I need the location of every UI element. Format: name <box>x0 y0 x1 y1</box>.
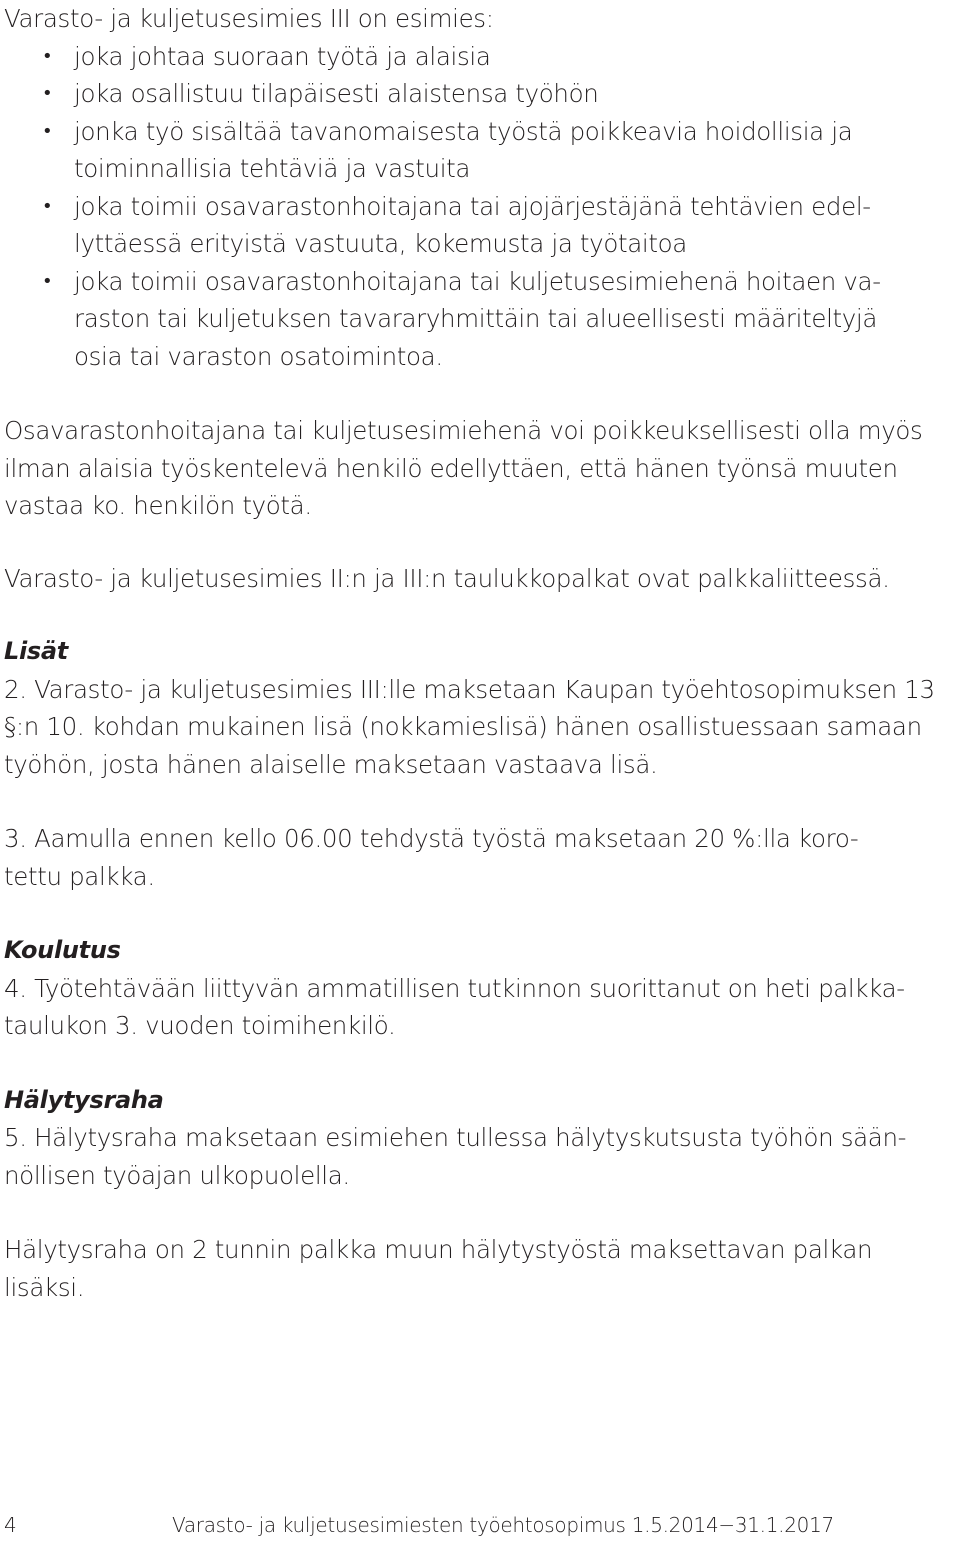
paragraph-line: taulukon 3. vuoden toimihenkilö. <box>4 1011 396 1040</box>
bullet-icon: • <box>42 120 53 142</box>
paragraph-line: Varasto- ja kuljetusesimies II:n ja III:n taulukkopalkat ovat palkkaliitteessä. <box>4 563 890 593</box>
bullet-line: joka toimii osavarastonhoitajana tai kuljetusesimiehenä hoitaen va- <box>74 266 881 296</box>
paragraph-taulukkopalkat <box>4 560 956 598</box>
paragraph-line: Osavarastonhoitajana tai kuljetusesimiehenä voi poikkeuksellisesti olla myös <box>4 416 923 445</box>
paragraph-line: työhön, josta hänen alaiselle maksetaan vastaava lisä. <box>4 749 658 779</box>
bullet-line: joka johtaa suoraan työtä ja alaisia <box>74 41 491 71</box>
paragraph-line: ilman alaisia työskentelevä henkilö edellyttäen, että hänen työnsä muuten <box>4 453 898 483</box>
bullet-icon: • <box>42 83 53 104</box>
paragraph-line: tettu palkka. <box>4 861 155 891</box>
section-halytysraha <box>4 1082 956 1307</box>
section-heading: Lisät <box>4 637 68 665</box>
bullet-line: toiminnallisia tehtäviä ja vastuita <box>74 154 471 183</box>
bullet-item <box>4 38 956 76</box>
paragraph-line: 4. Työtehtävään liittyvän ammatillisen tutkinnon suorittanut on heti palkka- <box>4 973 905 1003</box>
bullet-item <box>4 75 956 113</box>
section-heading: Koulutus <box>4 936 121 964</box>
paragraph-line: nöllisen työajan ulkopuolella. <box>4 1160 350 1190</box>
section-lisat <box>4 633 956 895</box>
paragraph-alaiset <box>4 412 956 525</box>
bullet-line: jonka työ sisältää tavanomaisesta työstä poikkeavia hoidollisia ja <box>74 116 853 146</box>
bullet-line: joka toimii osavarastonhoitajana tai ajojärjestäjänä tehtävien edel- <box>74 191 871 221</box>
page-number: 4 <box>4 1513 17 1537</box>
paragraph-line: 3. Aamulla ennen kello 06.00 tehdystä työstä maksetaan 20 %:lla koro- <box>4 824 859 853</box>
bullet-list <box>4 38 956 376</box>
bullet-line: osia tai varaston osatoimintoa. <box>74 341 443 371</box>
bullet-icon: • <box>42 195 53 217</box>
bullet-item <box>4 113 956 188</box>
paragraph-line: §:n 10. kohdan mukainen lisä (nokkamieslisä) hänen osallistuessaan samaan <box>4 712 922 741</box>
paragraph-line: lisäksi. <box>4 1272 85 1302</box>
document-page <box>4 0 956 1306</box>
bullet-icon: • <box>42 270 53 292</box>
bullet-line: joka osallistuu tilapäisesti alaistensa työhön <box>74 79 599 108</box>
paragraph-line: 2. Varasto- ja kuljetusesimies III:lle maksetaan Kaupan työehtosopimuksen 13 <box>4 674 935 704</box>
footer-document-title: Varasto- ja kuljetusesimiesten työehtosopimus 1.5.2014−31.1.2017 <box>172 1513 834 1537</box>
paragraph-line: vastaa ko. henkilön työtä. <box>4 491 312 520</box>
intro-line: Varasto- ja kuljetusesimies III on esimies: <box>4 4 494 33</box>
bullet-item <box>4 263 956 376</box>
paragraph-line: Hälytysraha on 2 tunnin palkka muun hälytystyöstä maksettavan palkan <box>4 1235 873 1264</box>
bullet-icon: • <box>42 45 53 67</box>
bullet-line: raston tai kuljetuksen tavararyhmittäin tai alueellisesti määriteltyjä <box>74 304 878 333</box>
bullet-item <box>4 188 956 263</box>
bullet-line: lyttäessä erityistä vastuuta, kokemusta ja työtaitoa <box>74 229 687 258</box>
section-koulutus <box>4 932 956 1045</box>
section-heading: Hälytysraha <box>4 1085 164 1114</box>
paragraph-line: 5. Hälytysraha maksetaan esimiehen tullessa hälytyskutsusta työhön sään- <box>4 1123 907 1152</box>
